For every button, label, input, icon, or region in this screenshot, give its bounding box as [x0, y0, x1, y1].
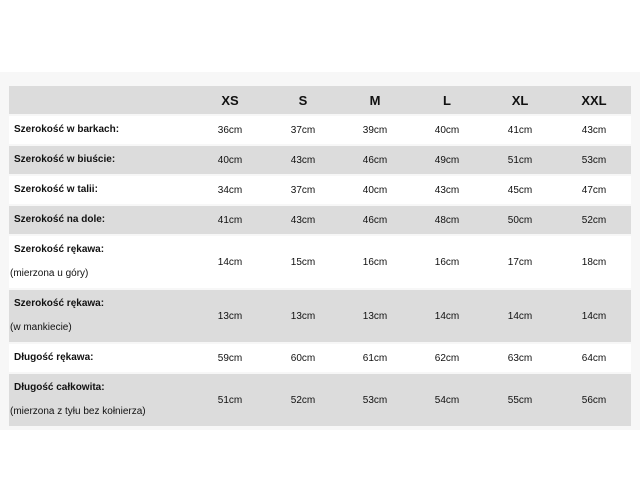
measurement-value: 17cm	[483, 236, 557, 288]
measurement-label-cell	[9, 374, 193, 426]
table-row	[9, 146, 631, 174]
table-row	[9, 374, 631, 426]
measurement-value: 16cm	[411, 236, 483, 288]
measurement-value: 18cm	[557, 236, 631, 288]
measurement-label: Długość całkowita:	[14, 382, 105, 393]
measurement-value: 52cm	[267, 374, 339, 426]
measurement-label: Szerokość w biuście:	[14, 154, 116, 165]
measurement-value: 51cm	[483, 146, 557, 174]
measurement-value: 47cm	[557, 176, 631, 204]
measurement-label-cell	[9, 146, 193, 174]
measurement-note: (mierzona u góry)	[10, 268, 89, 279]
measurement-value: 13cm	[339, 290, 411, 342]
measurement-value: 46cm	[339, 206, 411, 234]
header-size-xs: XS	[193, 86, 267, 114]
measurement-value: 61cm	[339, 344, 411, 372]
measurement-value: 40cm	[411, 116, 483, 144]
measurement-note: (w mankiecie)	[10, 322, 72, 333]
measurement-value: 37cm	[267, 176, 339, 204]
measurement-value: 54cm	[411, 374, 483, 426]
measurement-label-cell	[9, 236, 193, 288]
header-row	[9, 86, 631, 114]
table-row	[9, 116, 631, 144]
measurement-value: 40cm	[193, 146, 267, 174]
measurement-value: 34cm	[193, 176, 267, 204]
measurement-label: Szerokość rękawa:	[14, 244, 105, 255]
measurement-value: 43cm	[411, 176, 483, 204]
measurement-label-cell	[9, 176, 193, 204]
table-row	[9, 176, 631, 204]
measurement-value: 14cm	[483, 290, 557, 342]
measurement-value: 51cm	[193, 374, 267, 426]
measurement-value: 14cm	[193, 236, 267, 288]
header-size-m: M	[339, 86, 411, 114]
measurement-label: Szerokość na dole:	[14, 214, 106, 225]
measurement-value: 49cm	[411, 146, 483, 174]
measurement-value: 46cm	[339, 146, 411, 174]
measurement-label-cell	[9, 116, 193, 144]
header-size-xxl: XXL	[557, 86, 631, 114]
measurement-label: Szerokość rękawa:	[14, 298, 105, 309]
measurement-value: 15cm	[267, 236, 339, 288]
table-row	[9, 344, 631, 372]
measurement-value: 13cm	[267, 290, 339, 342]
measurement-note: (mierzona z tyłu bez kołnierza)	[10, 406, 146, 417]
measurement-value: 48cm	[411, 206, 483, 234]
measurement-value: 45cm	[483, 176, 557, 204]
measurement-value: 41cm	[483, 116, 557, 144]
measurement-value: 14cm	[411, 290, 483, 342]
table-row	[9, 236, 631, 288]
measurement-label-cell	[9, 290, 193, 342]
measurement-value: 14cm	[557, 290, 631, 342]
measurement-label: Szerokość w barkach:	[14, 124, 120, 135]
table-row	[9, 290, 631, 342]
measurement-value: 60cm	[267, 344, 339, 372]
measurement-value: 64cm	[557, 344, 631, 372]
measurement-label: Długość rękawa:	[14, 352, 94, 363]
measurement-value: 62cm	[411, 344, 483, 372]
measurement-label-cell	[9, 206, 193, 234]
measurement-value: 63cm	[483, 344, 557, 372]
measurement-value: 37cm	[267, 116, 339, 144]
measurement-value: 40cm	[339, 176, 411, 204]
measurement-value: 13cm	[193, 290, 267, 342]
header-size-l: L	[411, 86, 483, 114]
header-size-xl: XL	[483, 86, 557, 114]
measurement-value: 50cm	[483, 206, 557, 234]
size-chart-table	[9, 86, 631, 426]
measurement-value: 43cm	[267, 206, 339, 234]
measurement-value: 59cm	[193, 344, 267, 372]
measurement-value: 53cm	[557, 146, 631, 174]
measurement-value: 43cm	[557, 116, 631, 144]
measurement-value: 36cm	[193, 116, 267, 144]
measurement-label-cell	[9, 344, 193, 372]
measurement-value: 39cm	[339, 116, 411, 144]
measurement-label: Szerokość w talii:	[14, 184, 98, 195]
measurement-value: 55cm	[483, 374, 557, 426]
header-label-cell	[9, 86, 193, 114]
measurement-value: 53cm	[339, 374, 411, 426]
measurement-value: 56cm	[557, 374, 631, 426]
measurement-value: 43cm	[267, 146, 339, 174]
measurement-value: 41cm	[193, 206, 267, 234]
header-size-s: S	[267, 86, 339, 114]
measurement-value: 16cm	[339, 236, 411, 288]
measurement-value: 52cm	[557, 206, 631, 234]
table-row	[9, 206, 631, 234]
